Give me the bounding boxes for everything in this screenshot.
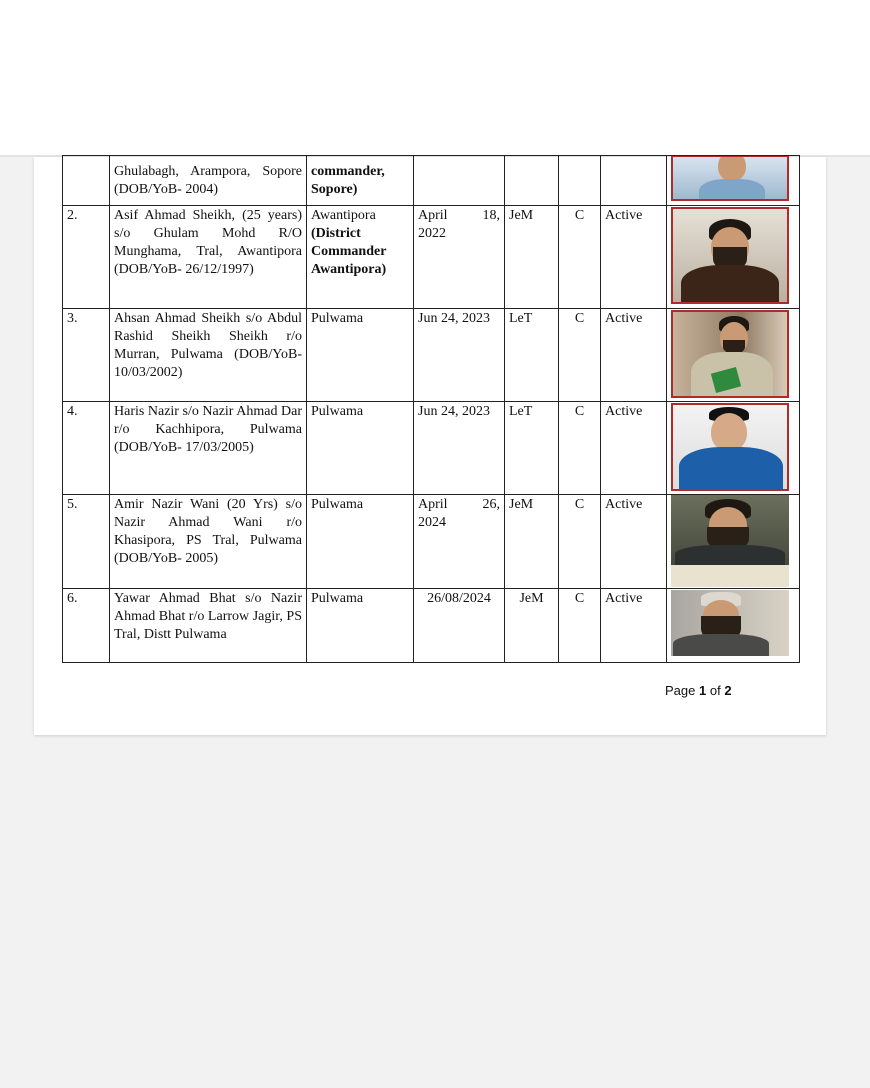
of-word: of — [709, 683, 721, 698]
org-cell: JeM — [505, 589, 559, 663]
photo-cell — [667, 495, 800, 589]
org-cell: LeT — [505, 402, 559, 495]
date-cell: Jun 24, 2023 — [414, 402, 505, 495]
photo-cell — [667, 589, 800, 663]
total-pages: 2 — [724, 683, 732, 698]
clipped-text — [311, 157, 409, 163]
person-photo — [671, 590, 789, 656]
serial-cell: 5. — [63, 495, 110, 589]
name-cell: Asif Ahmad Sheikh, (25 years) s/o Ghulam Mohd R/O Munghama, Tral, Awantipora (DOB/YoB- 26/12/1997) — [110, 206, 307, 309]
date-cell — [414, 156, 505, 206]
status-cell — [601, 156, 667, 206]
category-cell: C — [559, 589, 601, 663]
date-cell: 26/08/2024 — [414, 589, 505, 663]
date-cell: Jun 24, 2023 — [414, 309, 505, 402]
serial-cell: 4. — [63, 402, 110, 495]
serial-cell: 3. — [63, 309, 110, 402]
status-cell: Active — [601, 309, 667, 402]
place-designation: (District Commander Awantipora) — [311, 226, 387, 277]
table-row — [63, 589, 800, 663]
current-page: 1 — [699, 683, 707, 698]
serial-cell — [63, 156, 110, 206]
category-cell: C — [559, 402, 601, 495]
table-row — [63, 156, 800, 206]
org-cell: LeT — [505, 309, 559, 402]
page-indicator — [665, 683, 732, 698]
serial-cell: 2. — [63, 206, 110, 309]
category-cell: C — [559, 206, 601, 309]
org-cell — [505, 156, 559, 206]
viewer-top-area — [0, 0, 870, 157]
place-cell: Pulwama — [307, 495, 414, 589]
table-row — [63, 309, 800, 402]
status-cell: Active — [601, 402, 667, 495]
status-cell: Active — [601, 495, 667, 589]
table-row — [63, 402, 800, 495]
name-cell — [110, 156, 307, 206]
serial-cell: 6. — [63, 589, 110, 663]
page-word: Page — [665, 683, 696, 698]
org-cell: JeM — [505, 206, 559, 309]
date-cell: April 26, 2024 — [414, 495, 505, 589]
place-cell: Pulwama — [307, 589, 414, 663]
place-text: Awantipora — [311, 208, 376, 223]
person-photo — [671, 207, 789, 304]
photo-cell — [667, 309, 800, 402]
date-cell: April 18, 2022 — [414, 206, 505, 309]
militant-table — [62, 155, 800, 663]
org-cell: JeM — [505, 495, 559, 589]
table-row — [63, 495, 800, 589]
category-cell: C — [559, 495, 601, 589]
photo-cell — [667, 206, 800, 309]
name-cell: Ahsan Ahmad Sheikh s/o Abdul Rashid Sheikh Sheikh r/o Murran, Pulwama (DOB/YoB- 10/03/2002) — [110, 309, 307, 402]
place-text: commander, Sopore) — [311, 164, 385, 197]
name-cell: Haris Nazir s/o Nazir Ahmad Dar r/o Kachhipora, Pulwama (DOB/YoB- 17/03/2005) — [110, 402, 307, 495]
person-photo — [671, 156, 789, 202]
category-cell: C — [559, 309, 601, 402]
status-cell: Active — [601, 589, 667, 663]
name-cell: Amir Nazir Wani (20 Yrs) s/o Nazir Ahmad Wani r/o Khasipora, PS Tral, Pulwama (DOB/YoB- 2005) — [110, 495, 307, 589]
place-cell: Pulwama — [307, 402, 414, 495]
place-cell: Pulwama — [307, 309, 414, 402]
status-cell: Active — [601, 206, 667, 309]
document-page — [34, 157, 826, 735]
name-cell: Yawar Ahmad Bhat s/o Nazir Ahmad Bhat r/o Larrow Jagir, PS Tral, Distt Pulwama — [110, 589, 307, 663]
photo-cell — [667, 156, 800, 206]
category-cell — [559, 156, 601, 206]
person-photo — [671, 495, 789, 587]
person-photo — [671, 310, 789, 398]
table-row — [63, 206, 800, 309]
place-cell — [307, 206, 414, 309]
photo-cell — [667, 402, 800, 495]
clipped-text — [114, 157, 302, 163]
person-photo — [671, 403, 789, 491]
name-text: Ghulabagh, Arampora, Sopore (DOB/YoB- 2004) — [114, 164, 302, 197]
place-cell — [307, 156, 414, 206]
